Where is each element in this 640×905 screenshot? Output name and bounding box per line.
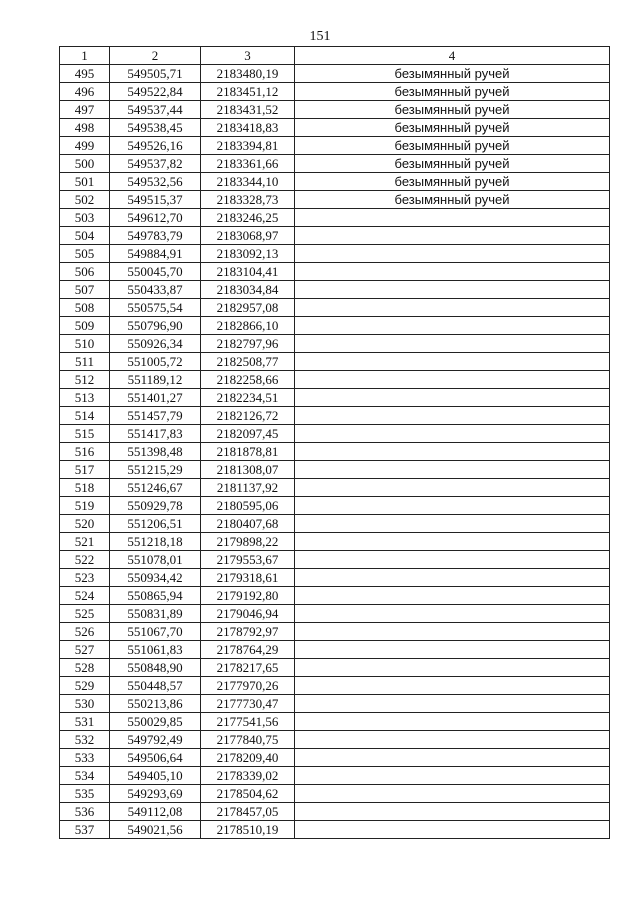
point-number-cell: 500 [60,155,110,173]
point-number-cell: 535 [60,785,110,803]
x-coordinate-cell: 550433,87 [110,281,201,299]
description-cell [295,569,610,587]
table-header-row [60,47,610,65]
description-cell: безымянный ручей [295,101,610,119]
description-cell: безымянный ручей [295,155,610,173]
y-coordinate-cell: 2183431,52 [201,101,295,119]
description-cell [295,641,610,659]
y-coordinate-cell: 2182797,96 [201,335,295,353]
table-row [60,389,610,407]
description-cell [295,677,610,695]
x-coordinate-cell: 551398,48 [110,443,201,461]
table-row [60,191,610,209]
y-coordinate-cell: 2183451,12 [201,83,295,101]
point-number-cell: 504 [60,227,110,245]
description-cell [295,479,610,497]
table-row [60,281,610,299]
table-row [60,821,610,839]
y-coordinate-cell: 2178217,65 [201,659,295,677]
point-number-cell: 527 [60,641,110,659]
y-coordinate-cell: 2179553,67 [201,551,295,569]
point-number-cell: 505 [60,245,110,263]
x-coordinate-cell: 549612,70 [110,209,201,227]
y-coordinate-cell: 2181137,92 [201,479,295,497]
coordinates-table [59,46,610,839]
table-row [60,353,610,371]
y-coordinate-cell: 2181878,81 [201,443,295,461]
description-cell [295,659,610,677]
description-cell [295,713,610,731]
table-row [60,749,610,767]
table-row [60,119,610,137]
y-coordinate-cell: 2178209,40 [201,749,295,767]
x-coordinate-cell: 549515,37 [110,191,201,209]
description-cell [295,821,610,839]
table-row [60,551,610,569]
table-row [60,731,610,749]
table-row [60,677,610,695]
description-cell: безымянный ручей [295,119,610,137]
x-coordinate-cell: 550934,42 [110,569,201,587]
description-cell [295,425,610,443]
page-number: 151 [309,29,331,44]
table-row [60,137,610,155]
x-coordinate-cell: 550865,94 [110,587,201,605]
description-cell [295,731,610,749]
description-cell [295,335,610,353]
description-cell [295,353,610,371]
x-coordinate-cell: 551061,83 [110,641,201,659]
x-coordinate-cell: 549537,44 [110,101,201,119]
point-number-cell: 529 [60,677,110,695]
y-coordinate-cell: 2183418,83 [201,119,295,137]
point-number-cell: 525 [60,605,110,623]
point-number-cell: 530 [60,695,110,713]
point-number-cell: 532 [60,731,110,749]
description-cell [295,749,610,767]
table-row [60,173,610,191]
table-row [60,101,610,119]
description-cell [295,551,610,569]
header-col-1: 1 [60,47,110,65]
description-cell: безымянный ручей [295,83,610,101]
point-number-cell: 499 [60,137,110,155]
y-coordinate-cell: 2182234,51 [201,389,295,407]
header-col-4: 4 [295,47,610,65]
description-cell: безымянный ручей [295,191,610,209]
point-number-cell: 511 [60,353,110,371]
description-cell [295,605,610,623]
point-number-cell: 517 [60,461,110,479]
y-coordinate-cell: 2182097,45 [201,425,295,443]
description-cell [295,803,610,821]
y-coordinate-cell: 2183394,81 [201,137,295,155]
y-coordinate-cell: 2183361,66 [201,155,295,173]
x-coordinate-cell: 550213,86 [110,695,201,713]
table-row [60,569,610,587]
x-coordinate-cell: 550831,89 [110,605,201,623]
description-cell [295,227,610,245]
table-row [60,587,610,605]
x-coordinate-cell: 549792,49 [110,731,201,749]
x-coordinate-cell: 549522,84 [110,83,201,101]
table-row [60,785,610,803]
y-coordinate-cell: 2183328,73 [201,191,295,209]
point-number-cell: 508 [60,299,110,317]
y-coordinate-cell: 2180407,68 [201,515,295,533]
x-coordinate-cell: 549532,56 [110,173,201,191]
y-coordinate-cell: 2182508,77 [201,353,295,371]
table-row [60,155,610,173]
x-coordinate-cell: 551206,51 [110,515,201,533]
point-number-cell: 536 [60,803,110,821]
description-cell: безымянный ручей [295,137,610,155]
y-coordinate-cell: 2183246,25 [201,209,295,227]
description-cell [295,497,610,515]
description-cell [295,533,610,551]
x-coordinate-cell: 550848,90 [110,659,201,677]
table-body [60,65,610,839]
y-coordinate-cell: 2177970,26 [201,677,295,695]
table-row [60,695,610,713]
description-cell: безымянный ручей [295,65,610,83]
y-coordinate-cell: 2183344,10 [201,173,295,191]
point-number-cell: 495 [60,65,110,83]
table-row [60,515,610,533]
description-cell [295,785,610,803]
table-row [60,227,610,245]
y-coordinate-cell: 2183034,84 [201,281,295,299]
description-cell [295,299,610,317]
point-number-cell: 518 [60,479,110,497]
table-row [60,713,610,731]
x-coordinate-cell: 549506,64 [110,749,201,767]
table-row [60,497,610,515]
header-col-3: 3 [201,47,295,65]
x-coordinate-cell: 550448,57 [110,677,201,695]
x-coordinate-cell: 550029,85 [110,713,201,731]
x-coordinate-cell: 551218,18 [110,533,201,551]
x-coordinate-cell: 549537,82 [110,155,201,173]
description-cell [295,245,610,263]
y-coordinate-cell: 2178504,62 [201,785,295,803]
point-number-cell: 519 [60,497,110,515]
x-coordinate-cell: 551215,29 [110,461,201,479]
x-coordinate-cell: 551189,12 [110,371,201,389]
table-row [60,479,610,497]
table-row [60,425,610,443]
x-coordinate-cell: 549112,08 [110,803,201,821]
y-coordinate-cell: 2177541,56 [201,713,295,731]
x-coordinate-cell: 549538,45 [110,119,201,137]
point-number-cell: 516 [60,443,110,461]
table-row [60,461,610,479]
description-cell [295,407,610,425]
y-coordinate-cell: 2177840,75 [201,731,295,749]
x-coordinate-cell: 551078,01 [110,551,201,569]
table-row [60,263,610,281]
point-number-cell: 522 [60,551,110,569]
x-coordinate-cell: 551457,79 [110,407,201,425]
y-coordinate-cell: 2179192,80 [201,587,295,605]
y-coordinate-cell: 2182126,72 [201,407,295,425]
table-row [60,605,610,623]
x-coordinate-cell: 549526,16 [110,137,201,155]
x-coordinate-cell: 549783,79 [110,227,201,245]
y-coordinate-cell: 2178510,19 [201,821,295,839]
point-number-cell: 513 [60,389,110,407]
y-coordinate-cell: 2182258,66 [201,371,295,389]
table-row [60,803,610,821]
point-number-cell: 528 [60,659,110,677]
point-number-cell: 498 [60,119,110,137]
description-cell [295,317,610,335]
table-row [60,371,610,389]
description-cell [295,281,610,299]
x-coordinate-cell: 550796,90 [110,317,201,335]
point-number-cell: 520 [60,515,110,533]
table-row [60,407,610,425]
y-coordinate-cell: 2178457,05 [201,803,295,821]
table-row [60,335,610,353]
point-number-cell: 497 [60,101,110,119]
description-cell [295,263,610,281]
header-col-2: 2 [110,47,201,65]
y-coordinate-cell: 2179046,94 [201,605,295,623]
point-number-cell: 502 [60,191,110,209]
point-number-cell: 537 [60,821,110,839]
table-row [60,65,610,83]
point-number-cell: 506 [60,263,110,281]
y-coordinate-cell: 2182957,08 [201,299,295,317]
x-coordinate-cell: 549505,71 [110,65,201,83]
point-number-cell: 526 [60,623,110,641]
x-coordinate-cell: 549021,56 [110,821,201,839]
point-number-cell: 524 [60,587,110,605]
x-coordinate-cell: 549405,10 [110,767,201,785]
x-coordinate-cell: 549293,69 [110,785,201,803]
y-coordinate-cell: 2183104,41 [201,263,295,281]
description-cell [295,443,610,461]
description-cell [295,515,610,533]
table-row [60,317,610,335]
description-cell [295,389,610,407]
point-number-cell: 509 [60,317,110,335]
description-cell [295,371,610,389]
point-number-cell: 507 [60,281,110,299]
x-coordinate-cell: 551005,72 [110,353,201,371]
point-number-cell: 512 [60,371,110,389]
description-cell [295,695,610,713]
point-number-cell: 503 [60,209,110,227]
y-coordinate-cell: 2182866,10 [201,317,295,335]
description-cell: безымянный ручей [295,173,610,191]
y-coordinate-cell: 2178339,02 [201,767,295,785]
x-coordinate-cell: 549884,91 [110,245,201,263]
point-number-cell: 510 [60,335,110,353]
table-row [60,533,610,551]
table-row [60,623,610,641]
point-number-cell: 523 [60,569,110,587]
point-number-cell: 514 [60,407,110,425]
table-row [60,209,610,227]
y-coordinate-cell: 2183092,13 [201,245,295,263]
point-number-cell: 501 [60,173,110,191]
y-coordinate-cell: 2178764,29 [201,641,295,659]
table-row [60,767,610,785]
table-row [60,299,610,317]
description-cell [295,623,610,641]
point-number-cell: 531 [60,713,110,731]
x-coordinate-cell: 551417,83 [110,425,201,443]
x-coordinate-cell: 550926,34 [110,335,201,353]
point-number-cell: 533 [60,749,110,767]
table-row [60,83,610,101]
y-coordinate-cell: 2178792,97 [201,623,295,641]
point-number-cell: 521 [60,533,110,551]
x-coordinate-cell: 551067,70 [110,623,201,641]
x-coordinate-cell: 551246,67 [110,479,201,497]
point-number-cell: 515 [60,425,110,443]
description-cell [295,209,610,227]
table-row [60,443,610,461]
x-coordinate-cell: 551401,27 [110,389,201,407]
table-row [60,641,610,659]
point-number-cell: 496 [60,83,110,101]
y-coordinate-cell: 2180595,06 [201,497,295,515]
description-cell [295,587,610,605]
y-coordinate-cell: 2177730,47 [201,695,295,713]
y-coordinate-cell: 2179318,61 [201,569,295,587]
table-row [60,659,610,677]
point-number-cell: 534 [60,767,110,785]
x-coordinate-cell: 550045,70 [110,263,201,281]
description-cell [295,767,610,785]
y-coordinate-cell: 2183480,19 [201,65,295,83]
x-coordinate-cell: 550929,78 [110,497,201,515]
y-coordinate-cell: 2181308,07 [201,461,295,479]
table-row [60,245,610,263]
y-coordinate-cell: 2179898,22 [201,533,295,551]
description-cell [295,461,610,479]
y-coordinate-cell: 2183068,97 [201,227,295,245]
x-coordinate-cell: 550575,54 [110,299,201,317]
